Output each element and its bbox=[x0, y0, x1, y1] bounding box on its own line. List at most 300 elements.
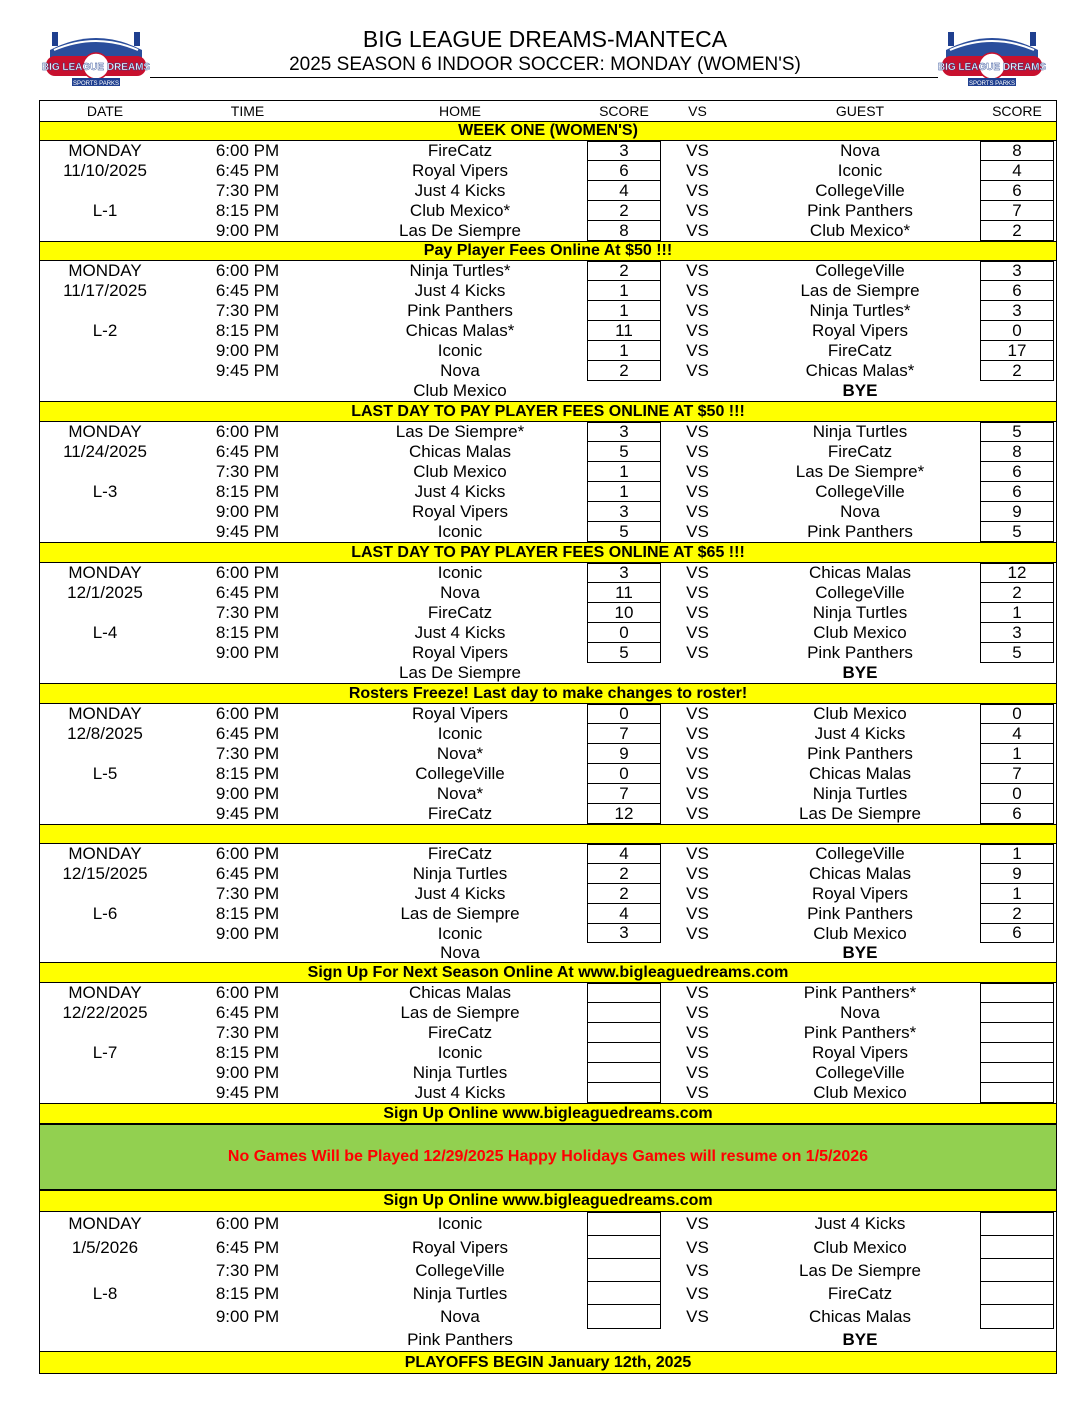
vs-label: VS bbox=[686, 1083, 709, 1102]
game-time: 6:45 PM bbox=[215, 1237, 280, 1257]
home-team: Royal Vipers bbox=[411, 704, 509, 723]
guest-team: Club Mexico bbox=[813, 1083, 907, 1102]
guest-team: Pink Panthers bbox=[807, 201, 913, 220]
game-row bbox=[40, 482, 1056, 502]
bye-team: Club Mexico bbox=[413, 381, 507, 400]
bye-label: BYE bbox=[842, 663, 878, 682]
vs-label: VS bbox=[686, 1307, 709, 1326]
bye-team: Las De Siempre bbox=[399, 663, 521, 682]
schedule-table bbox=[39, 100, 1057, 1374]
home-team: Club Mexico bbox=[413, 462, 507, 481]
game-row bbox=[40, 864, 1056, 884]
league-label: L-5 bbox=[92, 764, 118, 783]
home-score: 7 bbox=[587, 724, 661, 744]
guest-team: Las De Siempre bbox=[799, 804, 921, 823]
guest-score: 2 bbox=[980, 361, 1054, 381]
vs-label: VS bbox=[686, 1003, 709, 1022]
home-team: Chicas Malas* bbox=[405, 321, 515, 340]
game-row bbox=[40, 884, 1056, 904]
home-team: FireCatz bbox=[427, 603, 493, 622]
svg-text:BIG LEAGUE DREAMS: BIG LEAGUE DREAMS bbox=[42, 62, 150, 73]
guest-team: Chicas Malas bbox=[808, 864, 912, 883]
vs-label: VS bbox=[686, 281, 709, 300]
league-label: L-4 bbox=[92, 623, 118, 642]
home-score: 5 bbox=[587, 522, 661, 542]
announcement-banner: WEEK ONE (WOMEN'S) bbox=[40, 121, 1056, 141]
vs-label: VS bbox=[686, 724, 709, 743]
home-score: 0 bbox=[587, 623, 661, 643]
vs-label: VS bbox=[686, 482, 709, 501]
guest-team: FireCatz bbox=[827, 442, 893, 461]
home-team: Iconic bbox=[437, 923, 483, 943]
game-time: 6:45 PM bbox=[215, 583, 280, 602]
league-label: L-3 bbox=[92, 482, 118, 501]
game-time: 7:30 PM bbox=[215, 462, 280, 481]
home-team: Iconic bbox=[437, 1043, 483, 1062]
game-time: 9:00 PM bbox=[215, 341, 280, 360]
game-date: 11/17/2025 bbox=[63, 281, 147, 300]
announcement-banner: Pay Player Fees Online At $50 !!! bbox=[40, 241, 1056, 261]
home-team: Pink Panthers bbox=[407, 301, 513, 320]
vs-label: VS bbox=[686, 341, 709, 360]
guest-score: 8 bbox=[980, 442, 1054, 462]
column-header-guest: GUEST bbox=[835, 103, 885, 119]
game-row bbox=[40, 161, 1056, 181]
game-time: 7:30 PM bbox=[215, 1023, 280, 1042]
game-time: 8:15 PM bbox=[215, 1043, 280, 1062]
guest-team: CollegeVille bbox=[815, 583, 905, 602]
vs-label: VS bbox=[686, 583, 709, 602]
game-row bbox=[40, 603, 1056, 623]
vs-label: VS bbox=[686, 744, 709, 763]
vs-label: VS bbox=[686, 904, 709, 923]
vs-label: VS bbox=[686, 923, 709, 943]
home-score bbox=[587, 1236, 661, 1259]
game-row bbox=[40, 904, 1056, 924]
game-row bbox=[40, 804, 1056, 824]
guest-team: CollegeVille bbox=[815, 261, 905, 280]
guest-score: 9 bbox=[980, 864, 1054, 884]
guest-score: 0 bbox=[980, 321, 1054, 341]
guest-score: 6 bbox=[980, 482, 1054, 502]
guest-team: Club Mexico bbox=[813, 923, 907, 943]
home-team: Chicas Malas bbox=[408, 983, 512, 1002]
home-score bbox=[587, 1083, 661, 1103]
guest-team: Club Mexico bbox=[813, 623, 907, 642]
home-score: 8 bbox=[587, 221, 661, 241]
home-score: 4 bbox=[587, 904, 661, 924]
home-score: 0 bbox=[587, 704, 661, 724]
game-time: 8:15 PM bbox=[215, 1283, 280, 1303]
home-score: 3 bbox=[587, 924, 661, 943]
guest-score: 3 bbox=[980, 623, 1054, 643]
guest-score: 6 bbox=[980, 181, 1054, 201]
game-row bbox=[40, 261, 1056, 281]
vs-label: VS bbox=[686, 442, 709, 461]
home-score: 3 bbox=[587, 563, 661, 583]
home-score: 10 bbox=[587, 603, 661, 623]
game-day: MONDAY bbox=[68, 704, 142, 723]
home-team: Nova bbox=[440, 361, 480, 380]
guest-team: Iconic bbox=[837, 161, 883, 180]
svg-text:BIG LEAGUE DREAMS: BIG LEAGUE DREAMS bbox=[938, 62, 1046, 73]
guest-score: 6 bbox=[980, 804, 1054, 824]
game-time: 6:00 PM bbox=[215, 844, 280, 863]
game-time: 6:45 PM bbox=[215, 724, 280, 743]
home-score: 5 bbox=[587, 442, 661, 462]
game-row bbox=[40, 643, 1056, 663]
game-time: 9:00 PM bbox=[215, 1307, 280, 1326]
vs-label: VS bbox=[686, 1214, 709, 1233]
vs-label: VS bbox=[686, 301, 709, 320]
guest-score bbox=[980, 1003, 1054, 1023]
guest-team: Chicas Malas bbox=[808, 1307, 912, 1326]
home-team: Royal Vipers bbox=[411, 161, 509, 180]
announcement-banner: Rosters Freeze! Last day to make changes to roster! bbox=[40, 683, 1056, 704]
game-row bbox=[40, 181, 1056, 201]
league-label: L-7 bbox=[92, 1043, 118, 1062]
home-score: 1 bbox=[587, 301, 661, 321]
guest-team: Pink Panthers bbox=[807, 643, 913, 662]
guest-score: 0 bbox=[980, 784, 1054, 804]
game-row bbox=[40, 1259, 1056, 1282]
vs-label: VS bbox=[686, 321, 709, 340]
game-row bbox=[40, 1212, 1056, 1236]
game-time: 9:00 PM bbox=[215, 1063, 280, 1082]
game-time: 7:30 PM bbox=[215, 301, 280, 320]
home-score: 1 bbox=[587, 462, 661, 482]
guest-score bbox=[980, 1212, 1054, 1236]
home-team: Royal Vipers bbox=[411, 502, 509, 521]
vs-label: VS bbox=[686, 221, 709, 240]
game-day: MONDAY bbox=[68, 141, 142, 160]
guest-score bbox=[980, 1023, 1054, 1043]
game-time: 8:15 PM bbox=[215, 201, 280, 220]
vs-label: VS bbox=[686, 884, 709, 903]
guest-score: 1 bbox=[980, 884, 1054, 904]
vs-label: VS bbox=[686, 983, 709, 1002]
announcement-banner: Sign Up For Next Season Online At www.bigleaguedreams.com bbox=[40, 962, 1056, 983]
game-row bbox=[40, 341, 1056, 361]
guest-score: 17 bbox=[980, 341, 1054, 361]
guest-team: Nova bbox=[840, 502, 880, 521]
vs-label: VS bbox=[686, 864, 709, 883]
vs-label: VS bbox=[686, 804, 709, 823]
page-subtitle: 2025 SEASON 6 INDOOR SOCCER: MONDAY (WOMEN'S) bbox=[289, 54, 801, 75]
game-row bbox=[40, 141, 1056, 161]
guest-team: Chicas Malas bbox=[808, 764, 912, 783]
guest-team: FireCatz bbox=[827, 341, 893, 360]
guest-team: Ninja Turtles* bbox=[809, 301, 911, 320]
home-team: FireCatz bbox=[427, 1023, 493, 1042]
guest-score: 2 bbox=[980, 583, 1054, 603]
guest-score bbox=[980, 1236, 1054, 1259]
vs-label: VS bbox=[686, 261, 709, 280]
game-time: 8:15 PM bbox=[215, 482, 280, 501]
home-score: 11 bbox=[587, 583, 661, 603]
vs-label: VS bbox=[686, 1023, 709, 1042]
guest-score bbox=[980, 1282, 1054, 1305]
column-header-row bbox=[40, 100, 1056, 121]
guest-team: Just 4 Kicks bbox=[814, 724, 906, 743]
playoffs-banner: PLAYOFFS BEGIN January 12th, 2025 bbox=[40, 1351, 1056, 1374]
home-score: 9 bbox=[587, 744, 661, 764]
guest-score: 6 bbox=[980, 924, 1054, 943]
vs-label: VS bbox=[686, 844, 709, 863]
home-score: 6 bbox=[587, 161, 661, 181]
game-row bbox=[40, 301, 1056, 321]
home-team: Just 4 Kicks bbox=[414, 482, 506, 501]
game-row bbox=[40, 522, 1056, 542]
game-time: 6:00 PM bbox=[215, 261, 280, 280]
guest-score: 3 bbox=[980, 261, 1054, 281]
column-header-home-score: SCORE bbox=[599, 103, 649, 119]
home-team: Royal Vipers bbox=[411, 643, 509, 662]
guest-team: Chicas Malas bbox=[808, 563, 912, 582]
game-row bbox=[40, 563, 1056, 583]
game-day: MONDAY bbox=[68, 983, 142, 1002]
guest-team: Pink Panthers* bbox=[803, 983, 917, 1002]
guest-team: Ninja Turtles bbox=[812, 784, 908, 803]
home-team: Club Mexico* bbox=[409, 201, 511, 220]
guest-score: 1 bbox=[980, 744, 1054, 764]
vs-label: VS bbox=[686, 603, 709, 622]
page-header bbox=[0, 0, 1088, 100]
game-date: 1/5/2026 bbox=[71, 1237, 139, 1257]
guest-score: 8 bbox=[980, 141, 1054, 161]
game-time: 6:00 PM bbox=[215, 983, 280, 1002]
home-team: Las de Siempre bbox=[400, 1003, 520, 1022]
guest-team: Nova bbox=[840, 141, 880, 160]
home-score: 7 bbox=[587, 784, 661, 804]
guest-team: Pink Panthers bbox=[807, 522, 913, 541]
game-row bbox=[40, 764, 1056, 784]
home-score bbox=[587, 983, 661, 1003]
title-underline bbox=[150, 77, 938, 78]
guest-team: Just 4 Kicks bbox=[814, 1214, 906, 1233]
home-score: 1 bbox=[587, 482, 661, 502]
home-score bbox=[587, 1259, 661, 1282]
home-team: Ninja Turtles bbox=[412, 864, 508, 883]
game-row bbox=[40, 361, 1056, 381]
guest-team: Las de Siempre bbox=[800, 281, 920, 300]
vs-label: VS bbox=[686, 704, 709, 723]
home-team: Iconic bbox=[437, 522, 483, 541]
league-label: L-6 bbox=[92, 904, 118, 923]
announcement-banner: Sign Up Online www.bigleaguedreams.com bbox=[40, 1190, 1056, 1212]
guest-score: 1 bbox=[980, 603, 1054, 623]
league-label: L-8 bbox=[92, 1283, 118, 1303]
game-time: 9:45 PM bbox=[215, 361, 280, 380]
vs-label: VS bbox=[686, 502, 709, 521]
game-row bbox=[40, 422, 1056, 442]
game-row bbox=[40, 623, 1056, 643]
game-time: 6:45 PM bbox=[215, 161, 280, 180]
game-time: 9:00 PM bbox=[215, 643, 280, 662]
home-team: FireCatz bbox=[427, 804, 493, 823]
vs-label: VS bbox=[686, 201, 709, 220]
bye-team: Pink Panthers bbox=[407, 1330, 513, 1349]
guest-score: 6 bbox=[980, 462, 1054, 482]
game-time: 6:45 PM bbox=[215, 1003, 280, 1022]
game-time: 9:45 PM bbox=[215, 1083, 280, 1102]
home-team: Royal Vipers bbox=[411, 1237, 509, 1257]
bye-row bbox=[40, 1329, 1056, 1351]
game-time: 6:00 PM bbox=[215, 704, 280, 723]
guest-team: Club Mexico bbox=[813, 1237, 907, 1257]
game-date: 11/24/2025 bbox=[63, 442, 147, 461]
game-row bbox=[40, 442, 1056, 462]
vs-label: VS bbox=[686, 1237, 709, 1257]
game-row bbox=[40, 321, 1056, 341]
game-row bbox=[40, 1043, 1056, 1063]
home-score bbox=[587, 1063, 661, 1083]
announcement-banner: LAST DAY TO PAY PLAYER FEES ONLINE AT $65 !!! bbox=[40, 542, 1056, 563]
guest-score: 4 bbox=[980, 161, 1054, 181]
home-team: FireCatz bbox=[427, 844, 493, 863]
game-time: 6:45 PM bbox=[215, 864, 280, 883]
vs-label: VS bbox=[686, 522, 709, 541]
home-team: Just 4 Kicks bbox=[414, 623, 506, 642]
column-header-home: HOME bbox=[439, 103, 481, 119]
guest-score: 7 bbox=[980, 764, 1054, 784]
home-team: Just 4 Kicks bbox=[414, 884, 506, 903]
game-time: 6:00 PM bbox=[215, 563, 280, 582]
game-row bbox=[40, 201, 1056, 221]
column-header-vs: VS bbox=[688, 103, 707, 119]
svg-text:SPORTS PARKS: SPORTS PARKS bbox=[968, 81, 1016, 87]
guest-team: CollegeVille bbox=[815, 1063, 905, 1082]
guest-team: Royal Vipers bbox=[811, 321, 909, 340]
home-team: Just 4 Kicks bbox=[414, 181, 506, 200]
bye-label: BYE bbox=[842, 942, 878, 962]
svg-text:SPORTS PARKS: SPORTS PARKS bbox=[72, 81, 120, 87]
guest-score: 7 bbox=[980, 201, 1054, 221]
vs-label: VS bbox=[686, 181, 709, 200]
bye-label: BYE bbox=[842, 1330, 878, 1349]
guest-team: Royal Vipers bbox=[811, 1043, 909, 1062]
game-row bbox=[40, 983, 1056, 1003]
game-time: 9:00 PM bbox=[215, 923, 280, 943]
home-score bbox=[587, 1003, 661, 1023]
game-time: 7:30 PM bbox=[215, 181, 280, 200]
game-time: 8:15 PM bbox=[215, 321, 280, 340]
column-header-time: TIME bbox=[230, 103, 265, 119]
game-date: 12/15/2025 bbox=[62, 864, 148, 883]
guest-score: 6 bbox=[980, 281, 1054, 301]
game-row bbox=[40, 583, 1056, 603]
game-row bbox=[40, 844, 1056, 864]
home-team: Ninja Turtles bbox=[412, 1063, 508, 1082]
guest-score: 5 bbox=[980, 422, 1054, 442]
game-time: 6:00 PM bbox=[215, 141, 280, 160]
home-team: Nova bbox=[440, 583, 480, 602]
home-team: Las De Siempre* bbox=[395, 422, 525, 441]
game-time: 6:00 PM bbox=[215, 1214, 280, 1233]
announcement-banner: Sign Up Online www.bigleaguedreams.com bbox=[40, 1103, 1056, 1124]
guest-score: 1 bbox=[980, 844, 1054, 864]
game-time: 7:30 PM bbox=[215, 603, 280, 622]
game-row bbox=[40, 724, 1056, 744]
vs-label: VS bbox=[686, 361, 709, 380]
home-team: Just 4 Kicks bbox=[414, 281, 506, 300]
guest-team: Royal Vipers bbox=[811, 884, 909, 903]
game-time: 6:00 PM bbox=[215, 422, 280, 441]
bye-team: Nova bbox=[440, 942, 480, 962]
guest-score: 3 bbox=[980, 301, 1054, 321]
home-score: 2 bbox=[587, 261, 661, 281]
vs-label: VS bbox=[686, 764, 709, 783]
home-score bbox=[587, 1043, 661, 1063]
game-row bbox=[40, 281, 1056, 301]
guest-score: 4 bbox=[980, 724, 1054, 744]
guest-score bbox=[980, 983, 1054, 1003]
game-row bbox=[40, 1003, 1056, 1023]
guest-team: CollegeVille bbox=[815, 181, 905, 200]
home-score: 11 bbox=[587, 321, 661, 341]
game-time: 7:30 PM bbox=[215, 884, 280, 903]
guest-team: FireCatz bbox=[827, 1283, 893, 1303]
game-time: 8:15 PM bbox=[215, 904, 280, 923]
home-team: Iconic bbox=[437, 341, 483, 360]
guest-team: CollegeVille bbox=[815, 844, 905, 863]
vs-label: VS bbox=[686, 784, 709, 803]
home-score: 12 bbox=[587, 804, 661, 824]
game-date: 12/8/2025 bbox=[67, 724, 143, 743]
home-score: 3 bbox=[587, 502, 661, 522]
home-score: 3 bbox=[587, 422, 661, 442]
game-date: 11/10/2025 bbox=[63, 161, 147, 180]
guest-score bbox=[980, 1259, 1054, 1282]
game-row bbox=[40, 784, 1056, 804]
column-header-guest-score: SCORE bbox=[992, 103, 1042, 119]
home-score: 2 bbox=[587, 864, 661, 884]
home-team: Nova* bbox=[436, 784, 484, 803]
vs-label: VS bbox=[686, 623, 709, 642]
announcement-banner bbox=[40, 824, 1056, 844]
game-time: 9:00 PM bbox=[215, 221, 280, 240]
home-team: Chicas Malas bbox=[408, 442, 512, 461]
game-day: MONDAY bbox=[68, 844, 142, 863]
game-row bbox=[40, 1063, 1056, 1083]
home-team: Iconic bbox=[437, 1214, 483, 1233]
home-score: 1 bbox=[587, 341, 661, 361]
bye-label: BYE bbox=[842, 381, 878, 400]
guest-team: Ninja Turtles bbox=[812, 603, 908, 622]
guest-team: CollegeVille bbox=[815, 482, 905, 501]
home-score bbox=[587, 1023, 661, 1043]
league-label: L-2 bbox=[92, 321, 118, 340]
guest-team: Las De Siempre bbox=[799, 1260, 921, 1280]
guest-team: Club Mexico* bbox=[809, 221, 911, 240]
column-header-date: DATE bbox=[86, 103, 124, 119]
home-score: 2 bbox=[587, 201, 661, 221]
game-row bbox=[40, 502, 1056, 522]
home-team: Nova bbox=[440, 1307, 480, 1326]
game-row bbox=[40, 704, 1056, 724]
home-score: 1 bbox=[587, 281, 661, 301]
home-score: 0 bbox=[587, 764, 661, 784]
vs-label: VS bbox=[686, 1283, 709, 1303]
game-day: MONDAY bbox=[68, 422, 142, 441]
vs-label: VS bbox=[686, 161, 709, 180]
guest-score: 9 bbox=[980, 502, 1054, 522]
guest-score: 2 bbox=[980, 221, 1054, 241]
game-time: 9:45 PM bbox=[215, 804, 280, 823]
guest-score bbox=[980, 1083, 1054, 1103]
home-score bbox=[587, 1305, 661, 1329]
home-score bbox=[587, 1282, 661, 1305]
